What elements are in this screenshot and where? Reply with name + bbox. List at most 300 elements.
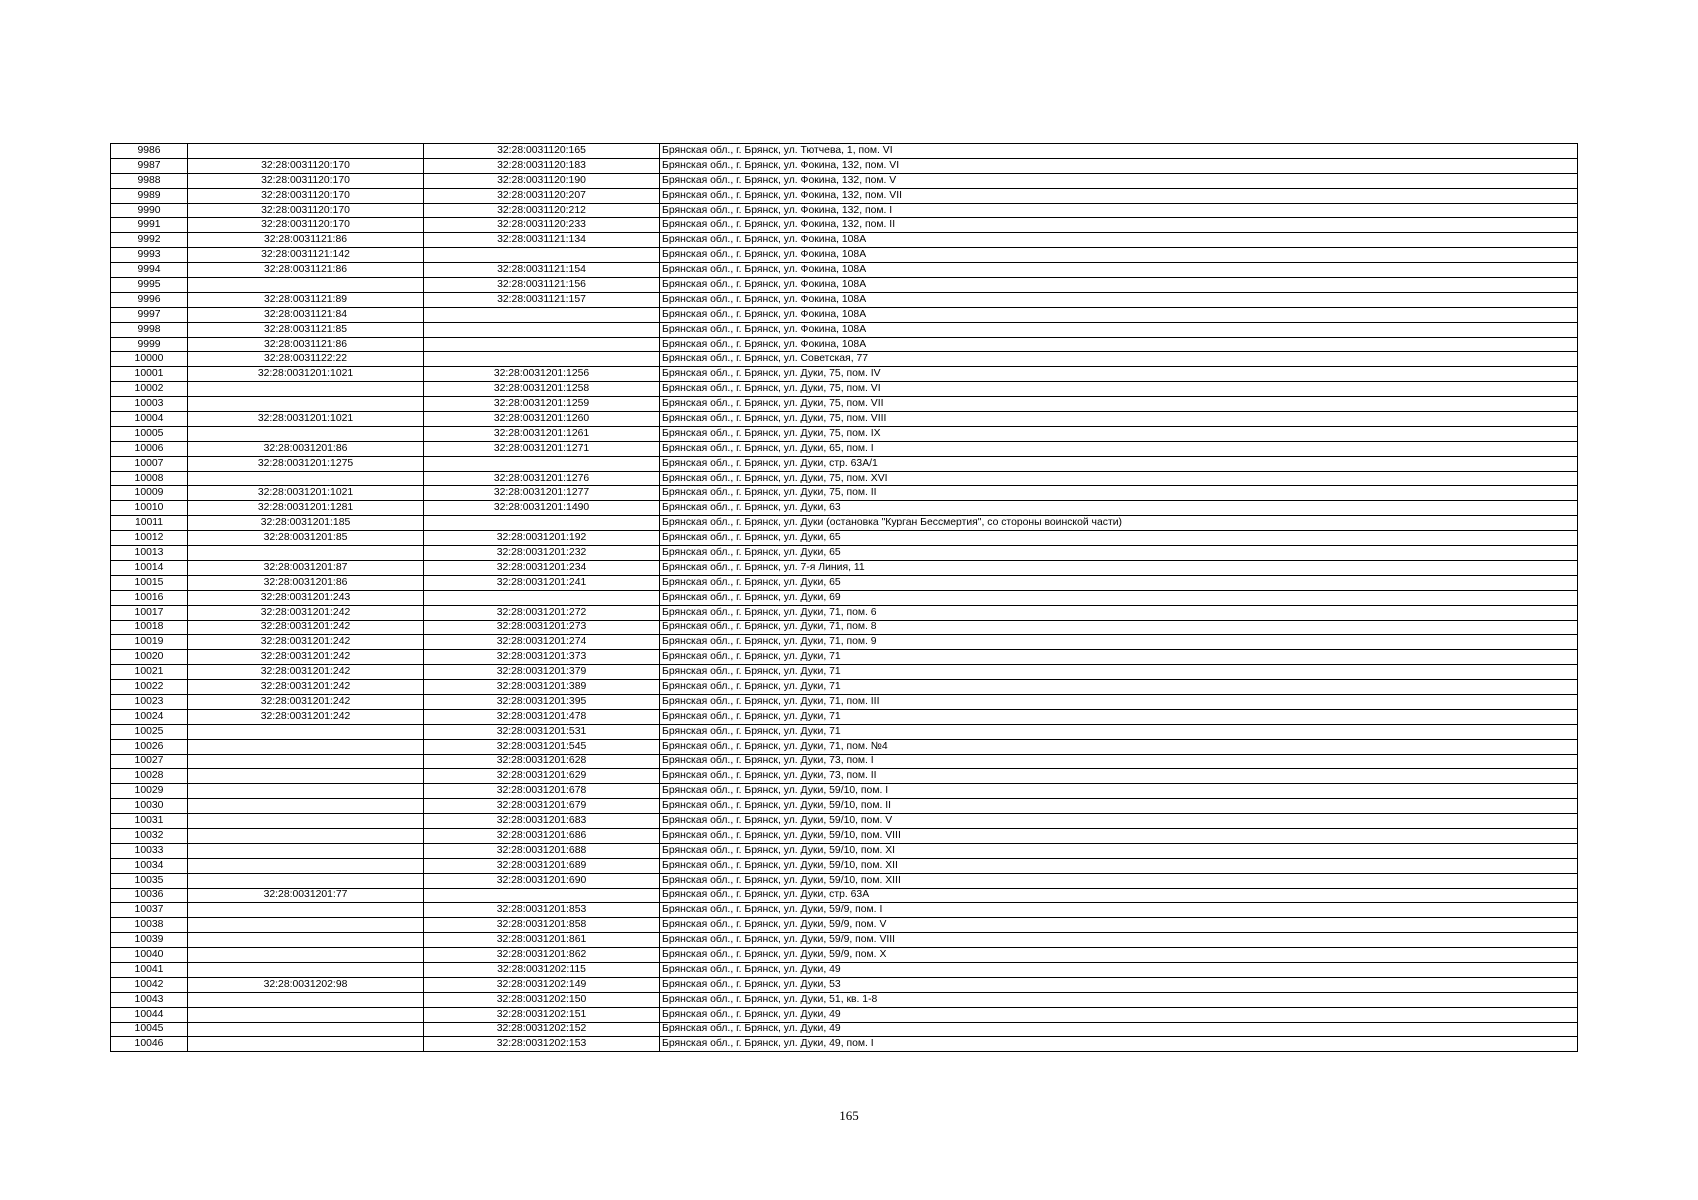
cadastral-number-cell: 32:28:0031201:1258 [424,382,660,397]
cadastral-parent-cell: 32:28:0031201:1021 [188,367,424,382]
cadastral-number-cell: 32:28:0031201:531 [424,724,660,739]
address-cell: Брянская обл., г. Брянск, ул. Дуки, 49 [660,1007,1578,1022]
cadastral-number-cell: 32:28:0031201:861 [424,933,660,948]
cadastral-number-cell [424,590,660,605]
address-cell: Брянская обл., г. Брянск, ул. Дуки, 71, пом. 9 [660,635,1578,650]
address-cell: Брянская обл., г. Брянск, ул. Дуки, 53 [660,977,1578,992]
cadastral-parent-cell [188,1007,424,1022]
cadastral-parent-cell: 32:28:0031201:242 [188,620,424,635]
cadastral-parent-cell [188,724,424,739]
table-row [111,635,1578,650]
cadastral-number-cell [424,888,660,903]
cadastral-parent-cell: 32:28:0031120:170 [188,218,424,233]
cadastral-number-cell: 32:28:0031201:1260 [424,412,660,427]
address-cell: Брянская обл., г. Брянск, ул. Дуки, стр. 63А [660,888,1578,903]
address-cell: Брянская обл., г. Брянск, ул. Дуки, 75, пом. VIII [660,412,1578,427]
cadastral-number-cell: 32:28:0031201:1261 [424,426,660,441]
cadastral-number-cell: 32:28:0031201:628 [424,754,660,769]
cadastral-parent-cell: 32:28:0031201:242 [188,605,424,620]
address-cell: Брянская обл., г. Брянск, ул. Дуки, 71, пом. 6 [660,605,1578,620]
cadastral-number-cell: 32:28:0031201:629 [424,769,660,784]
row-number-cell: 9996 [111,292,188,307]
address-cell: Брянская обл., г. Брянск, ул. Дуки, 71 [660,680,1578,695]
table-row [111,307,1578,322]
cadastral-parent-cell: 32:28:0031201:242 [188,665,424,680]
cadastral-parent-cell: 32:28:0031202:98 [188,977,424,992]
address-cell: Брянская обл., г. Брянск, ул. Дуки, 59/10, пом. I [660,784,1578,799]
cadastral-parent-cell: 32:28:0031201:87 [188,560,424,575]
cadastral-number-cell: 32:28:0031201:690 [424,873,660,888]
address-cell: Брянская обл., г. Брянск, ул. Дуки, 59/10, пом. XII [660,858,1578,873]
table-row [111,575,1578,590]
row-number-cell: 10042 [111,977,188,992]
address-cell: Брянская обл., г. Брянск, ул. Дуки, 65 [660,546,1578,561]
cadastral-number-cell: 32:28:0031120:212 [424,203,660,218]
address-cell: Брянская обл., г. Брянск, ул. Тютчева, 1, пом. VI [660,144,1578,159]
table-row [111,1007,1578,1022]
row-number-cell: 9990 [111,203,188,218]
row-number-cell: 10006 [111,441,188,456]
address-cell: Брянская обл., г. Брянск, ул. Дуки, 59/10, пом. II [660,799,1578,814]
cadastral-number-cell: 32:28:0031121:156 [424,278,660,293]
cadastral-number-cell [424,248,660,263]
table-row [111,680,1578,695]
row-number-cell: 10019 [111,635,188,650]
cadastral-number-cell: 32:28:0031120:233 [424,218,660,233]
cadastral-parent-cell [188,471,424,486]
row-number-cell: 10030 [111,799,188,814]
row-number-cell: 10043 [111,992,188,1007]
row-number-cell: 9992 [111,233,188,248]
cadastral-parent-cell: 32:28:0031201:1275 [188,456,424,471]
cadastral-parent-cell [188,933,424,948]
row-number-cell: 9998 [111,322,188,337]
row-number-cell: 10040 [111,948,188,963]
address-cell: Брянская обл., г. Брянск, ул. Дуки, 71, пом. III [660,694,1578,709]
row-number-cell: 10033 [111,843,188,858]
row-number-cell: 10028 [111,769,188,784]
row-number-cell: 10012 [111,531,188,546]
row-number-cell: 9994 [111,263,188,278]
row-number-cell: 10046 [111,1037,188,1052]
address-cell: Брянская обл., г. Брянск, ул. 7-я Линия, 11 [660,560,1578,575]
row-number-cell: 10007 [111,456,188,471]
address-cell: Брянская обл., г. Брянск, ул. Дуки, 65 [660,531,1578,546]
cadastral-parent-cell: 32:28:0031121:89 [188,292,424,307]
cadastral-parent-cell [188,769,424,784]
cadastral-number-cell: 32:28:0031201:478 [424,709,660,724]
cadastral-number-cell: 32:28:0031201:1490 [424,501,660,516]
address-cell: Брянская обл., г. Брянск, ул. Дуки, 65, пом. I [660,441,1578,456]
table-row [111,665,1578,680]
address-cell: Брянская обл., г. Брянск, ул. Дуки, 59/9, пом. V [660,918,1578,933]
address-cell: Брянская обл., г. Брянск, ул. Дуки, стр. 63А/1 [660,456,1578,471]
cadastral-parent-cell: 32:28:0031201:1021 [188,486,424,501]
address-cell: Брянская обл., г. Брянск, ул. Фокина, 132, пом. II [660,218,1578,233]
cadastral-number-cell: 32:28:0031120:190 [424,173,660,188]
table-row [111,814,1578,829]
address-cell: Брянская обл., г. Брянск, ул. Дуки, 73, пом. II [660,769,1578,784]
row-number-cell: 10031 [111,814,188,829]
cadastral-parent-cell: 32:28:0031122:22 [188,352,424,367]
cadastral-parent-cell: 32:28:0031121:86 [188,233,424,248]
cadastral-parent-cell [188,1037,424,1052]
table-row [111,918,1578,933]
row-number-cell: 10025 [111,724,188,739]
table-row [111,352,1578,367]
cadastral-number-cell: 32:28:0031201:678 [424,784,660,799]
row-number-cell: 10009 [111,486,188,501]
address-cell: Брянская обл., г. Брянск, ул. Дуки, 69 [660,590,1578,605]
page-number: 165 [839,1108,859,1123]
row-number-cell: 10041 [111,962,188,977]
cadastral-parent-cell: 32:28:0031201:1281 [188,501,424,516]
table-row [111,933,1578,948]
cadastral-number-cell: 32:28:0031121:154 [424,263,660,278]
cadastral-number-cell: 32:28:0031201:373 [424,650,660,665]
cadastral-parent-cell [188,278,424,293]
cadastral-parent-cell [188,799,424,814]
cadastral-parent-cell [188,739,424,754]
cadastral-number-cell: 32:28:0031201:273 [424,620,660,635]
address-cell: Брянская обл., г. Брянск, ул. Фокина, 132, пом. VI [660,158,1578,173]
table-row [111,828,1578,843]
row-number-cell: 10045 [111,1022,188,1037]
table-row [111,605,1578,620]
address-cell: Брянская обл., г. Брянск, ул. Дуки, 75, пом. II [660,486,1578,501]
address-cell: Брянская обл., г. Брянск, ул. Фокина, 132, пом. VII [660,188,1578,203]
row-number-cell: 10034 [111,858,188,873]
cadastral-number-cell: 32:28:0031201:395 [424,694,660,709]
cadastral-parent-cell: 32:28:0031201:242 [188,650,424,665]
table-row [111,233,1578,248]
row-number-cell: 9987 [111,158,188,173]
cadastral-number-cell: 32:28:0031201:1271 [424,441,660,456]
table-row [111,382,1578,397]
cadastral-number-cell: 32:28:0031201:683 [424,814,660,829]
table-row [111,397,1578,412]
cadastral-parent-cell: 32:28:0031201:242 [188,709,424,724]
registry-table-body [111,144,1578,1052]
cadastral-parent-cell: 32:28:0031201:242 [188,694,424,709]
cadastral-number-cell: 32:28:0031121:157 [424,292,660,307]
cadastral-parent-cell [188,962,424,977]
address-cell: Брянская обл., г. Брянск, ул. Фокина, 108А [660,248,1578,263]
row-number-cell: 10037 [111,903,188,918]
cadastral-number-cell: 32:28:0031201:241 [424,575,660,590]
table-row [111,188,1578,203]
address-cell: Брянская обл., г. Брянск, ул. Дуки, 49 [660,962,1578,977]
table-row [111,888,1578,903]
row-number-cell: 10036 [111,888,188,903]
cadastral-number-cell: 32:28:0031201:853 [424,903,660,918]
cadastral-parent-cell [188,546,424,561]
address-cell: Брянская обл., г. Брянск, ул. Дуки, 75, пом. VII [660,397,1578,412]
cadastral-parent-cell: 32:28:0031201:185 [188,516,424,531]
cadastral-parent-cell: 32:28:0031201:242 [188,680,424,695]
table-row [111,948,1578,963]
cadastral-parent-cell: 32:28:0031201:85 [188,531,424,546]
cadastral-number-cell [424,516,660,531]
row-number-cell: 10005 [111,426,188,441]
row-number-cell: 9989 [111,188,188,203]
table-row [111,456,1578,471]
address-cell: Брянская обл., г. Брянск, ул. Дуки, 65 [660,575,1578,590]
table-row [111,903,1578,918]
cadastral-parent-cell: 32:28:0031121:86 [188,263,424,278]
row-number-cell: 10022 [111,680,188,695]
row-number-cell: 10001 [111,367,188,382]
address-cell: Брянская обл., г. Брянск, ул. Дуки, 71 [660,709,1578,724]
table-row [111,322,1578,337]
row-number-cell: 10004 [111,412,188,427]
cadastral-number-cell: 32:28:0031202:150 [424,992,660,1007]
table-row [111,1037,1578,1052]
cadastral-number-cell: 32:28:0031202:115 [424,962,660,977]
row-number-cell: 10032 [111,828,188,843]
table-row [111,843,1578,858]
table-row [111,292,1578,307]
table-row [111,516,1578,531]
cadastral-parent-cell: 32:28:0031201:242 [188,635,424,650]
row-number-cell: 10002 [111,382,188,397]
row-number-cell: 10026 [111,739,188,754]
table-row [111,501,1578,516]
cadastral-parent-cell [188,1022,424,1037]
cadastral-parent-cell: 32:28:0031201:77 [188,888,424,903]
cadastral-number-cell: 32:28:0031201:274 [424,635,660,650]
table-row [111,367,1578,382]
registry-table [110,143,1578,1052]
cadastral-parent-cell: 32:28:0031120:170 [188,158,424,173]
cadastral-parent-cell: 32:28:0031201:86 [188,441,424,456]
table-row [111,337,1578,352]
cadastral-parent-cell: 32:28:0031201:86 [188,575,424,590]
cadastral-parent-cell [188,903,424,918]
address-cell: Брянская обл., г. Брянск, ул. Дуки, 59/10, пом. XI [660,843,1578,858]
cadastral-parent-cell [188,814,424,829]
table-row [111,962,1578,977]
address-cell: Брянская обл., г. Брянск, ул. Дуки, 75, пом. IV [660,367,1578,382]
table-row [111,1022,1578,1037]
row-number-cell: 10021 [111,665,188,680]
cadastral-parent-cell: 32:28:0031121:142 [188,248,424,263]
address-cell: Брянская обл., г. Брянск, ул. Дуки, 75, пом. VI [660,382,1578,397]
address-cell: Брянская обл., г. Брянск, ул. Фокина, 132, пом. V [660,173,1578,188]
address-cell: Брянская обл., г. Брянск, ул. Фокина, 108А [660,322,1578,337]
cadastral-number-cell: 32:28:0031202:153 [424,1037,660,1052]
cadastral-number-cell: 32:28:0031201:686 [424,828,660,843]
cadastral-parent-cell: 32:28:0031201:1021 [188,412,424,427]
row-number-cell: 10035 [111,873,188,888]
cadastral-number-cell [424,352,660,367]
cadastral-parent-cell [188,828,424,843]
address-cell: Брянская обл., г. Брянск, ул. Фокина, 108А [660,278,1578,293]
cadastral-parent-cell [188,754,424,769]
row-number-cell: 10039 [111,933,188,948]
cadastral-number-cell: 32:28:0031201:689 [424,858,660,873]
cadastral-parent-cell [188,873,424,888]
address-cell: Брянская обл., г. Брянск, ул. Дуки, 51, кв. 1-8 [660,992,1578,1007]
cadastral-parent-cell: 32:28:0031121:85 [188,322,424,337]
table-row [111,263,1578,278]
row-number-cell: 10018 [111,620,188,635]
cadastral-number-cell: 32:28:0031202:149 [424,977,660,992]
row-number-cell: 10003 [111,397,188,412]
table-row [111,412,1578,427]
address-cell: Брянская обл., г. Брянск, ул. Фокина, 132, пом. I [660,203,1578,218]
cadastral-parent-cell [188,382,424,397]
cadastral-number-cell: 32:28:0031120:207 [424,188,660,203]
table-row [111,992,1578,1007]
address-cell: Брянская обл., г. Брянск, ул. Дуки, 71 [660,665,1578,680]
cadastral-parent-cell [188,918,424,933]
address-cell: Брянская обл., г. Брянск, ул. Дуки, 59/9, пом. VIII [660,933,1578,948]
table-row [111,426,1578,441]
table-row [111,158,1578,173]
address-cell: Брянская обл., г. Брянск, ул. Дуки, 59/10, пом. VIII [660,828,1578,843]
address-cell: Брянская обл., г. Брянск, ул. Дуки (остановка "Курган Бессмертия", со стороны воинской части) [660,516,1578,531]
cadastral-number-cell: 32:28:0031202:151 [424,1007,660,1022]
cadastral-parent-cell [188,144,424,159]
cadastral-parent-cell: 32:28:0031121:86 [188,337,424,352]
row-number-cell: 10013 [111,546,188,561]
cadastral-number-cell: 32:28:0031201:389 [424,680,660,695]
row-number-cell: 10027 [111,754,188,769]
address-cell: Брянская обл., г. Брянск, ул. Дуки, 71, пом. №4 [660,739,1578,754]
cadastral-number-cell: 32:28:0031120:183 [424,158,660,173]
table-row [111,531,1578,546]
row-number-cell: 10017 [111,605,188,620]
row-number-cell: 10000 [111,352,188,367]
cadastral-number-cell: 32:28:0031201:234 [424,560,660,575]
table-row [111,784,1578,799]
cadastral-number-cell: 32:28:0031120:165 [424,144,660,159]
table-row [111,441,1578,456]
cadastral-number-cell [424,337,660,352]
row-number-cell: 10014 [111,560,188,575]
cadastral-number-cell: 32:28:0031202:152 [424,1022,660,1037]
address-cell: Брянская обл., г. Брянск, ул. Дуки, 73, пом. I [660,754,1578,769]
row-number-cell: 10023 [111,694,188,709]
cadastral-parent-cell [188,992,424,1007]
cadastral-number-cell: 32:28:0031201:858 [424,918,660,933]
row-number-cell: 9991 [111,218,188,233]
address-cell: Брянская обл., г. Брянск, ул. Дуки, 75, пом. IX [660,426,1578,441]
row-number-cell: 10038 [111,918,188,933]
address-cell: Брянская обл., г. Брянск, ул. Дуки, 75, пом. XVI [660,471,1578,486]
address-cell: Брянская обл., г. Брянск, ул. Фокина, 108А [660,337,1578,352]
address-cell: Брянская обл., г. Брянск, ул. Дуки, 59/10, пом. XIII [660,873,1578,888]
cadastral-number-cell: 32:28:0031201:1277 [424,486,660,501]
cadastral-parent-cell [188,843,424,858]
table-row [111,799,1578,814]
cadastral-number-cell: 32:28:0031201:232 [424,546,660,561]
row-number-cell: 9999 [111,337,188,352]
table-row [111,248,1578,263]
table-row [111,709,1578,724]
address-cell: Брянская обл., г. Брянск, ул. Дуки, 49, пом. I [660,1037,1578,1052]
cadastral-parent-cell [188,397,424,412]
cadastral-parent-cell: 32:28:0031201:243 [188,590,424,605]
address-cell: Брянская обл., г. Брянск, ул. Фокина, 108А [660,233,1578,248]
row-number-cell: 9988 [111,173,188,188]
table-row [111,650,1578,665]
address-cell: Брянская обл., г. Брянск, ул. Фокина, 108А [660,263,1578,278]
address-cell: Брянская обл., г. Брянск, ул. Дуки, 71 [660,724,1578,739]
address-cell: Брянская обл., г. Брянск, ул. Фокина, 108А [660,292,1578,307]
table-row [111,858,1578,873]
cadastral-parent-cell: 32:28:0031120:170 [188,173,424,188]
address-cell: Брянская обл., г. Брянск, ул. Фокина, 108А [660,307,1578,322]
row-number-cell: 9997 [111,307,188,322]
table-row [111,694,1578,709]
table-row [111,173,1578,188]
table-row [111,873,1578,888]
address-cell: Брянская обл., г. Брянск, ул. Советская, 77 [660,352,1578,367]
row-number-cell: 10010 [111,501,188,516]
row-number-cell: 10020 [111,650,188,665]
cadastral-number-cell: 32:28:0031201:545 [424,739,660,754]
table-row [111,546,1578,561]
cadastral-parent-cell [188,784,424,799]
address-cell: Брянская обл., г. Брянск, ул. Дуки, 49 [660,1022,1578,1037]
table-row [111,754,1578,769]
row-number-cell: 9986 [111,144,188,159]
cadastral-parent-cell: 32:28:0031120:170 [188,203,424,218]
table-row [111,620,1578,635]
address-cell: Брянская обл., г. Брянск, ул. Дуки, 71, пом. 8 [660,620,1578,635]
cadastral-number-cell: 32:28:0031201:688 [424,843,660,858]
cadastral-number-cell: 32:28:0031201:1259 [424,397,660,412]
address-cell: Брянская обл., г. Брянск, ул. Дуки, 59/9, пом. I [660,903,1578,918]
row-number-cell: 10016 [111,590,188,605]
table-row [111,739,1578,754]
cadastral-number-cell [424,307,660,322]
row-number-cell: 9995 [111,278,188,293]
cadastral-number-cell: 32:28:0031201:679 [424,799,660,814]
address-cell: Брянская обл., г. Брянск, ул. Дуки, 59/10, пом. V [660,814,1578,829]
table-row [111,769,1578,784]
cadastral-number-cell [424,322,660,337]
address-cell: Брянская обл., г. Брянск, ул. Дуки, 59/9, пом. X [660,948,1578,963]
table-row [111,977,1578,992]
cadastral-number-cell: 32:28:0031121:134 [424,233,660,248]
table-row [111,218,1578,233]
row-number-cell: 10044 [111,1007,188,1022]
cadastral-parent-cell [188,948,424,963]
cadastral-parent-cell: 32:28:0031121:84 [188,307,424,322]
address-cell: Брянская обл., г. Брянск, ул. Дуки, 63 [660,501,1578,516]
row-number-cell: 10008 [111,471,188,486]
row-number-cell: 10024 [111,709,188,724]
cadastral-parent-cell [188,426,424,441]
table-row [111,560,1578,575]
row-number-cell: 10029 [111,784,188,799]
row-number-cell: 10011 [111,516,188,531]
cadastral-number-cell [424,456,660,471]
table-row [111,471,1578,486]
table-row [111,486,1578,501]
cadastral-number-cell: 32:28:0031201:862 [424,948,660,963]
row-number-cell: 10015 [111,575,188,590]
cadastral-number-cell: 32:28:0031201:379 [424,665,660,680]
cadastral-parent-cell: 32:28:0031120:170 [188,188,424,203]
address-cell: Брянская обл., г. Брянск, ул. Дуки, 71 [660,650,1578,665]
table-row [111,590,1578,605]
table-row [111,144,1578,159]
cadastral-parent-cell [188,858,424,873]
